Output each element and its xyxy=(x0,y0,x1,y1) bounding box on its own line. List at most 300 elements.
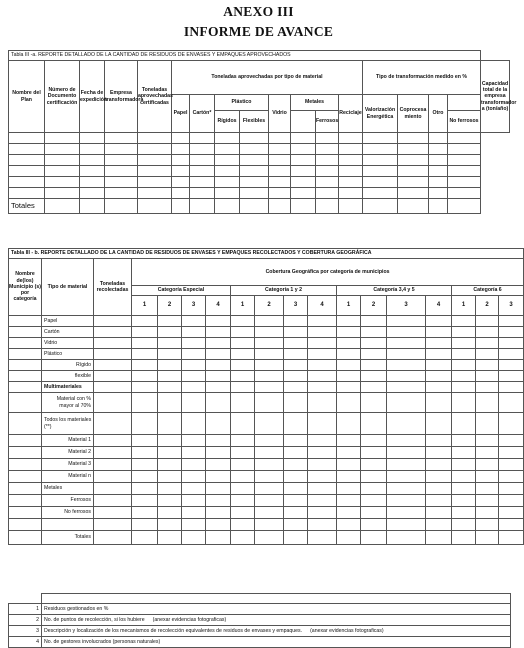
table-cell[interactable] xyxy=(387,483,426,495)
table-cell[interactable] xyxy=(138,133,172,144)
table-cell[interactable] xyxy=(158,413,182,435)
table-cell[interactable] xyxy=(231,413,255,435)
table-cell[interactable] xyxy=(182,349,206,360)
table-cell[interactable] xyxy=(255,393,284,413)
table-cell[interactable] xyxy=(426,360,452,371)
table-cell[interactable] xyxy=(9,471,42,483)
table-cell[interactable] xyxy=(132,349,158,360)
table-cell[interactable] xyxy=(190,144,215,155)
table-cell[interactable] xyxy=(240,133,269,144)
table-cell[interactable] xyxy=(429,155,448,166)
table-cell[interactable] xyxy=(499,316,524,327)
table-cell[interactable] xyxy=(215,144,240,155)
table-cell[interactable] xyxy=(231,360,255,371)
table-cell[interactable] xyxy=(182,471,206,483)
table-cell[interactable] xyxy=(361,507,387,519)
table-cell[interactable] xyxy=(158,338,182,349)
table-cell[interactable] xyxy=(291,177,316,188)
table-cell[interactable] xyxy=(269,177,291,188)
table-cell[interactable] xyxy=(361,393,387,413)
table-cell[interactable] xyxy=(105,166,138,177)
table-cell[interactable] xyxy=(182,507,206,519)
table-cell[interactable] xyxy=(269,133,291,144)
table-cell[interactable] xyxy=(9,144,45,155)
table-cell[interactable] xyxy=(284,507,308,519)
table-cell[interactable] xyxy=(452,459,476,471)
table-cell[interactable] xyxy=(452,316,476,327)
table-cell[interactable] xyxy=(182,459,206,471)
table-cell[interactable] xyxy=(215,155,240,166)
table-cell[interactable] xyxy=(9,349,42,360)
table-cell[interactable] xyxy=(132,327,158,338)
table-cell[interactable] xyxy=(255,435,284,447)
table-cell[interactable] xyxy=(182,338,206,349)
table-cell[interactable] xyxy=(45,133,80,144)
table-cell[interactable] xyxy=(284,393,308,413)
table-cell[interactable] xyxy=(452,371,476,382)
table-cell[interactable] xyxy=(499,531,524,545)
table-cell[interactable] xyxy=(215,177,240,188)
table-cell[interactable] xyxy=(426,371,452,382)
table-cell[interactable] xyxy=(337,393,361,413)
table-cell[interactable] xyxy=(499,338,524,349)
table-cell[interactable] xyxy=(316,177,339,188)
table-cell[interactable] xyxy=(361,531,387,545)
table-cell[interactable] xyxy=(448,177,481,188)
table-cell[interactable] xyxy=(337,327,361,338)
table-cell[interactable] xyxy=(132,316,158,327)
table-cell[interactable] xyxy=(387,382,426,393)
table-cell[interactable] xyxy=(206,531,231,545)
table-cell[interactable] xyxy=(476,447,499,459)
table-cell[interactable] xyxy=(132,338,158,349)
table-cell[interactable] xyxy=(499,393,524,413)
table-cell[interactable] xyxy=(9,166,45,177)
table-cell[interactable] xyxy=(190,166,215,177)
table-cell[interactable] xyxy=(284,447,308,459)
table-cell[interactable] xyxy=(158,371,182,382)
table-cell[interactable] xyxy=(94,459,132,471)
table-cell[interactable] xyxy=(363,188,398,199)
table-cell[interactable] xyxy=(291,144,316,155)
table-cell[interactable] xyxy=(94,413,132,435)
table-cell[interactable] xyxy=(231,459,255,471)
table-cell[interactable] xyxy=(158,435,182,447)
table-cell[interactable] xyxy=(337,459,361,471)
table-cell[interactable] xyxy=(426,507,452,519)
table-cell[interactable] xyxy=(215,166,240,177)
table-cell[interactable] xyxy=(182,531,206,545)
table-cell[interactable] xyxy=(387,338,426,349)
table-cell[interactable] xyxy=(308,531,337,545)
table-cell[interactable] xyxy=(158,447,182,459)
table-cell[interactable] xyxy=(387,459,426,471)
table-cell[interactable] xyxy=(80,144,105,155)
table-cell[interactable] xyxy=(448,133,481,144)
table-cell[interactable] xyxy=(308,495,337,507)
table-cell[interactable] xyxy=(172,133,190,144)
table-cell[interactable] xyxy=(9,435,42,447)
table-cell[interactable] xyxy=(429,144,448,155)
table-cell[interactable] xyxy=(337,447,361,459)
table-cell[interactable] xyxy=(476,327,499,338)
table-cell[interactable] xyxy=(387,447,426,459)
table-cell[interactable] xyxy=(308,360,337,371)
table-cell[interactable] xyxy=(132,483,158,495)
table-cell[interactable] xyxy=(387,435,426,447)
table-cell[interactable] xyxy=(255,459,284,471)
table-cell[interactable] xyxy=(476,531,499,545)
table-cell[interactable] xyxy=(231,327,255,338)
table-cell[interactable] xyxy=(429,188,448,199)
table-cell[interactable] xyxy=(499,495,524,507)
table-cell[interactable] xyxy=(337,483,361,495)
table-cell[interactable] xyxy=(94,338,132,349)
table-cell[interactable] xyxy=(426,519,452,531)
table-cell[interactable] xyxy=(361,371,387,382)
table-cell[interactable] xyxy=(387,519,426,531)
table-cell[interactable] xyxy=(308,349,337,360)
table-cell[interactable] xyxy=(182,393,206,413)
table-cell[interactable] xyxy=(215,133,240,144)
table-cell[interactable] xyxy=(9,371,42,382)
table-cell[interactable] xyxy=(476,360,499,371)
table-cell[interactable] xyxy=(499,447,524,459)
table-cell[interactable] xyxy=(206,382,231,393)
table-cell[interactable] xyxy=(132,413,158,435)
table-cell[interactable] xyxy=(361,413,387,435)
table-cell[interactable] xyxy=(398,166,429,177)
table-cell[interactable] xyxy=(269,166,291,177)
table-cell[interactable] xyxy=(158,382,182,393)
table-cell[interactable] xyxy=(231,382,255,393)
table-cell[interactable] xyxy=(476,338,499,349)
table-cell[interactable] xyxy=(284,435,308,447)
table-cell[interactable] xyxy=(132,531,158,545)
table-cell[interactable] xyxy=(9,327,42,338)
table-cell[interactable] xyxy=(284,349,308,360)
table-cell[interactable] xyxy=(240,177,269,188)
table-cell[interactable] xyxy=(499,519,524,531)
table-cell[interactable] xyxy=(80,133,105,144)
table-cell[interactable] xyxy=(387,327,426,338)
table-cell[interactable] xyxy=(476,382,499,393)
table-cell[interactable] xyxy=(132,360,158,371)
table-cell[interactable] xyxy=(448,166,481,177)
table-cell[interactable] xyxy=(426,435,452,447)
table-cell[interactable] xyxy=(476,495,499,507)
table-cell[interactable] xyxy=(426,531,452,545)
table-cell[interactable] xyxy=(452,413,476,435)
table-cell[interactable] xyxy=(361,471,387,483)
table-cell[interactable] xyxy=(158,471,182,483)
table-cell[interactable] xyxy=(499,371,524,382)
table-cell[interactable] xyxy=(284,382,308,393)
table-cell[interactable] xyxy=(80,188,105,199)
table-cell[interactable] xyxy=(284,519,308,531)
table-cell[interactable] xyxy=(172,188,190,199)
table-cell[interactable] xyxy=(476,459,499,471)
table-cell[interactable] xyxy=(94,360,132,371)
table-cell[interactable] xyxy=(206,349,231,360)
table-cell[interactable] xyxy=(452,435,476,447)
table-cell[interactable] xyxy=(255,531,284,545)
table-cell[interactable] xyxy=(94,483,132,495)
table-cell[interactable] xyxy=(94,327,132,338)
table-cell[interactable] xyxy=(452,531,476,545)
table-cell[interactable] xyxy=(206,327,231,338)
table-cell[interactable] xyxy=(105,155,138,166)
table-cell[interactable] xyxy=(206,447,231,459)
table-cell[interactable] xyxy=(158,531,182,545)
table-cell[interactable] xyxy=(182,519,206,531)
table-cell[interactable] xyxy=(426,459,452,471)
table-cell[interactable] xyxy=(80,155,105,166)
table-cell[interactable] xyxy=(132,507,158,519)
table-cell[interactable] xyxy=(138,155,172,166)
table-cell[interactable] xyxy=(255,413,284,435)
table-cell[interactable] xyxy=(45,144,80,155)
table-cell[interactable] xyxy=(316,144,339,155)
table-cell[interactable] xyxy=(9,177,45,188)
table-cell[interactable] xyxy=(132,447,158,459)
table-cell[interactable] xyxy=(426,338,452,349)
table-cell[interactable] xyxy=(337,371,361,382)
table-cell[interactable] xyxy=(105,188,138,199)
table-cell[interactable] xyxy=(337,338,361,349)
table-cell[interactable] xyxy=(363,155,398,166)
table-cell[interactable] xyxy=(132,435,158,447)
table-cell[interactable] xyxy=(499,327,524,338)
table-cell[interactable] xyxy=(499,483,524,495)
table-cell[interactable] xyxy=(476,316,499,327)
table-cell[interactable] xyxy=(452,382,476,393)
table-cell[interactable] xyxy=(255,495,284,507)
table-cell[interactable] xyxy=(158,483,182,495)
table-cell[interactable] xyxy=(182,371,206,382)
table-cell[interactable] xyxy=(308,435,337,447)
table-cell[interactable] xyxy=(231,531,255,545)
table-cell[interactable] xyxy=(452,495,476,507)
table-cell[interactable] xyxy=(206,435,231,447)
table-cell[interactable] xyxy=(9,382,42,393)
table-cell[interactable] xyxy=(231,507,255,519)
table-cell[interactable] xyxy=(206,413,231,435)
table-cell[interactable] xyxy=(308,371,337,382)
table-cell[interactable] xyxy=(363,144,398,155)
table-cell[interactable] xyxy=(337,435,361,447)
table-cell[interactable] xyxy=(291,133,316,144)
table-cell[interactable] xyxy=(398,188,429,199)
table-cell[interactable] xyxy=(206,360,231,371)
table-cell[interactable] xyxy=(132,393,158,413)
table-cell[interactable] xyxy=(387,495,426,507)
table-cell[interactable] xyxy=(172,155,190,166)
table-cell[interactable] xyxy=(452,507,476,519)
table-cell[interactable] xyxy=(9,519,42,531)
table-cell[interactable] xyxy=(426,382,452,393)
table-cell[interactable] xyxy=(426,495,452,507)
table-cell[interactable] xyxy=(94,371,132,382)
table-cell[interactable] xyxy=(387,316,426,327)
table-cell[interactable] xyxy=(45,166,80,177)
table-cell[interactable] xyxy=(255,519,284,531)
table-cell[interactable] xyxy=(94,435,132,447)
table-cell[interactable] xyxy=(499,413,524,435)
table-cell[interactable] xyxy=(182,360,206,371)
table-cell[interactable] xyxy=(255,338,284,349)
table-cell[interactable] xyxy=(339,144,363,155)
table-cell[interactable] xyxy=(158,393,182,413)
table-cell[interactable] xyxy=(94,471,132,483)
table-cell[interactable] xyxy=(308,507,337,519)
table-cell[interactable] xyxy=(429,166,448,177)
table-cell[interactable] xyxy=(231,338,255,349)
table-cell[interactable] xyxy=(284,338,308,349)
table-cell[interactable] xyxy=(231,316,255,327)
table-cell[interactable] xyxy=(308,459,337,471)
table-cell[interactable] xyxy=(284,495,308,507)
table-cell[interactable] xyxy=(80,166,105,177)
table-cell[interactable] xyxy=(291,155,316,166)
table-cell[interactable] xyxy=(158,360,182,371)
table-cell[interactable] xyxy=(138,166,172,177)
table-cell[interactable] xyxy=(452,360,476,371)
table-cell[interactable] xyxy=(255,371,284,382)
table-cell[interactable] xyxy=(387,413,426,435)
table-cell[interactable] xyxy=(182,495,206,507)
table-cell[interactable] xyxy=(158,519,182,531)
table-cell[interactable] xyxy=(339,166,363,177)
table-cell[interactable] xyxy=(182,447,206,459)
table-cell[interactable] xyxy=(269,144,291,155)
table-cell[interactable] xyxy=(206,371,231,382)
table-cell[interactable] xyxy=(45,177,80,188)
table-cell[interactable] xyxy=(158,349,182,360)
table-cell[interactable] xyxy=(426,447,452,459)
table-cell[interactable] xyxy=(476,507,499,519)
table-cell[interactable] xyxy=(9,316,42,327)
table-cell[interactable] xyxy=(387,371,426,382)
table-cell[interactable] xyxy=(231,519,255,531)
table-cell[interactable] xyxy=(361,382,387,393)
table-cell[interactable] xyxy=(9,360,42,371)
table-cell[interactable] xyxy=(94,316,132,327)
table-cell[interactable] xyxy=(255,471,284,483)
table-cell[interactable] xyxy=(452,349,476,360)
table-cell[interactable] xyxy=(339,155,363,166)
table-cell[interactable] xyxy=(206,338,231,349)
table-cell[interactable] xyxy=(206,459,231,471)
table-cell[interactable] xyxy=(308,447,337,459)
table-cell[interactable] xyxy=(182,316,206,327)
table-cell[interactable] xyxy=(9,483,42,495)
table-cell[interactable] xyxy=(105,144,138,155)
table-cell[interactable] xyxy=(9,155,45,166)
table-cell[interactable] xyxy=(172,144,190,155)
table-cell[interactable] xyxy=(9,338,42,349)
table-cell[interactable] xyxy=(316,155,339,166)
table-cell[interactable] xyxy=(361,338,387,349)
table-cell[interactable] xyxy=(206,471,231,483)
table-cell[interactable] xyxy=(284,413,308,435)
table-cell[interactable] xyxy=(9,133,45,144)
table-cell[interactable] xyxy=(94,531,132,545)
table-cell[interactable] xyxy=(231,471,255,483)
table-cell[interactable] xyxy=(398,144,429,155)
table-cell[interactable] xyxy=(182,413,206,435)
table-cell[interactable] xyxy=(361,483,387,495)
table-cell[interactable] xyxy=(240,166,269,177)
table-cell[interactable] xyxy=(476,393,499,413)
table-cell[interactable] xyxy=(9,393,42,413)
table-cell[interactable] xyxy=(172,166,190,177)
table-cell[interactable] xyxy=(426,349,452,360)
table-cell[interactable] xyxy=(387,393,426,413)
table-cell[interactable] xyxy=(105,133,138,144)
table-cell[interactable] xyxy=(426,393,452,413)
table-cell[interactable] xyxy=(337,413,361,435)
table-cell[interactable] xyxy=(9,413,42,435)
table-cell[interactable] xyxy=(138,188,172,199)
table-cell[interactable] xyxy=(308,338,337,349)
table-cell[interactable] xyxy=(476,483,499,495)
table-cell[interactable] xyxy=(452,447,476,459)
table-cell[interactable] xyxy=(337,360,361,371)
table-cell[interactable] xyxy=(308,471,337,483)
table-cell[interactable] xyxy=(240,144,269,155)
table-cell[interactable] xyxy=(429,177,448,188)
table-cell[interactable] xyxy=(172,177,190,188)
table-cell[interactable] xyxy=(284,327,308,338)
table-cell[interactable] xyxy=(190,155,215,166)
table-cell[interactable] xyxy=(190,133,215,144)
table-cell[interactable] xyxy=(158,316,182,327)
table-cell[interactable] xyxy=(426,471,452,483)
table-cell[interactable] xyxy=(132,382,158,393)
table-cell[interactable] xyxy=(476,349,499,360)
table-cell[interactable] xyxy=(308,483,337,495)
table-cell[interactable] xyxy=(284,531,308,545)
table-cell[interactable] xyxy=(291,166,316,177)
table-cell[interactable] xyxy=(94,447,132,459)
table-cell[interactable] xyxy=(284,459,308,471)
table-cell[interactable] xyxy=(215,188,240,199)
table-cell[interactable] xyxy=(9,459,42,471)
table-cell[interactable] xyxy=(308,382,337,393)
table-cell[interactable] xyxy=(284,471,308,483)
table-cell[interactable] xyxy=(269,155,291,166)
table-cell[interactable] xyxy=(426,413,452,435)
table-cell[interactable] xyxy=(291,188,316,199)
table-cell[interactable] xyxy=(448,144,481,155)
table-cell[interactable] xyxy=(132,371,158,382)
table-cell[interactable] xyxy=(398,133,429,144)
table-cell[interactable] xyxy=(452,338,476,349)
table-cell[interactable] xyxy=(452,393,476,413)
table-cell[interactable] xyxy=(206,519,231,531)
table-cell[interactable] xyxy=(452,471,476,483)
table-cell[interactable] xyxy=(255,327,284,338)
table-cell[interactable] xyxy=(182,327,206,338)
table-cell[interactable] xyxy=(158,495,182,507)
table-cell[interactable] xyxy=(361,459,387,471)
table-cell[interactable] xyxy=(94,495,132,507)
table-cell[interactable] xyxy=(231,349,255,360)
table-cell[interactable] xyxy=(452,327,476,338)
table-cell[interactable] xyxy=(426,316,452,327)
table-cell[interactable] xyxy=(158,459,182,471)
